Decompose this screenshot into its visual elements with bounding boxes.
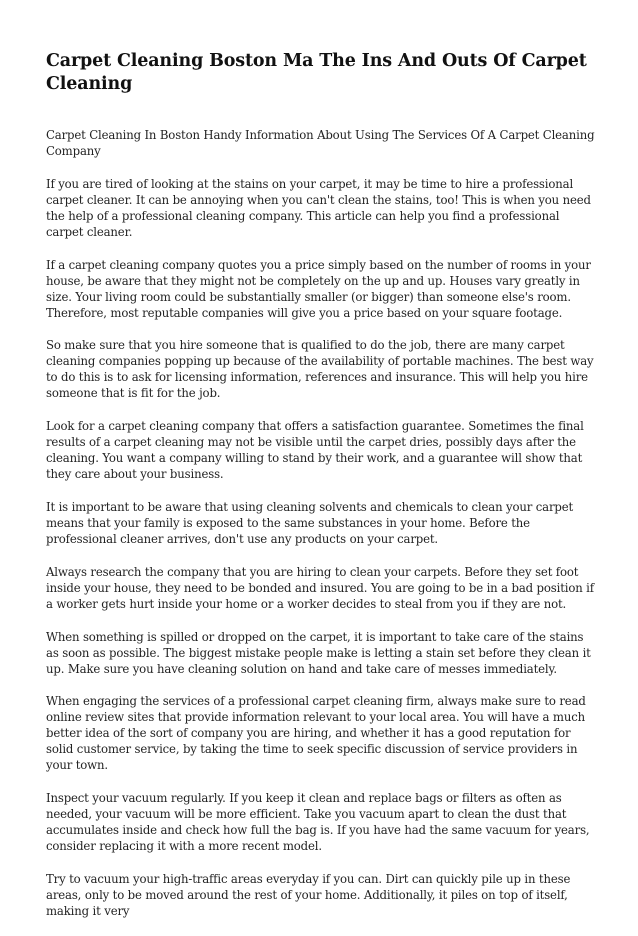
body-paragraph: It is important to be aware that using cleaning solvents and chemicals to clean your carpet means that your family is exposed to the same substances in your home. Before the professional cleaner arrives, don't use any products on your carpet. [46,499,574,546]
body-paragraph: When something is spilled or dropped on the carpet, it is important to take care of the stains as soon as possible. The biggest mistake people make is letting a stain set before they clean it up. Make sure you have cleaning solution on hand and take care of messes immediately. [46,629,591,676]
body-paragraph: Try to vacuum your high-traffic areas everyday if you can. Dirt can quickly pile up in these areas, only to be moved around the rest of your home. Additionally, it piles on top of itself, making it very [46,871,571,918]
document-body [46,50,596,936]
body-paragraph: Look for a carpet cleaning company that offers a satisfaction guarantee. Sometimes the final results of a carpet cleaning may not be visible until the carpet dries, possibly days after the cleaning. You want a company willing to stand by their work, and a guarantee will show that they care about your business. [46,419,584,482]
body-paragraph: If a carpet cleaning company quotes you a price simply based on the number of rooms in your house, be aware that they might not be completely on the up and up. Houses vary greatly in size. Your living room could be substantially smaller (or bigger) than someone else's room. Therefore, most reputable companies will give you a price based on your square footage. [46,257,591,320]
body-paragraph: If you are tired of looking at the stains on your carpet, it may be time to hire a professional carpet cleaner. It can be annoying when you can't clean the stains, too! This is when you need the help of a professional cleaning company. This article can help you find a professional carpet cleaner. [46,176,591,239]
subtitle-paragraph: Carpet Cleaning In Boston Handy Information About Using The Services Of A Carpet Cleaning Company [46,128,595,158]
body-paragraph: Always research the company that you are hiring to clean your carpets. Before they set foot inside your house, they need to be bonded and insured. You are going to be in a bad position if a worker gets hurt inside your home or a worker decides to steal from you if they are not. [46,564,594,611]
body-paragraph: So make sure that you hire someone that is qualified to do the job, there are many carpet cleaning companies popping up because of the availability of portable machines. The best way to do this is to ask for licensing information, references and insurance. This will help you hire someone that is fit for the job. [46,338,594,401]
body-paragraph: Inspect your vacuum regularly. If you keep it clean and replace bags or filters as often as needed, your vacuum will be more efficient. Take you vacuum apart to clean the dust that accumulates inside and check how full the bag is. If you have had the same vacuum for years, consider replacing it with a more recent model. [46,791,590,854]
page-title: Carpet Cleaning Boston Ma The Ins And Outs Of Carpet Cleaning [46,51,587,94]
body-paragraph: When engaging the services of a professional carpet cleaning firm, always make sure to read online review sites that provide information relevant to your local area. You will have a much better idea of the sort of company you are hiring, and whether it has a good reputation for solid customer service, by taking the time to seek specific discussion of service providers in your town. [46,694,586,773]
